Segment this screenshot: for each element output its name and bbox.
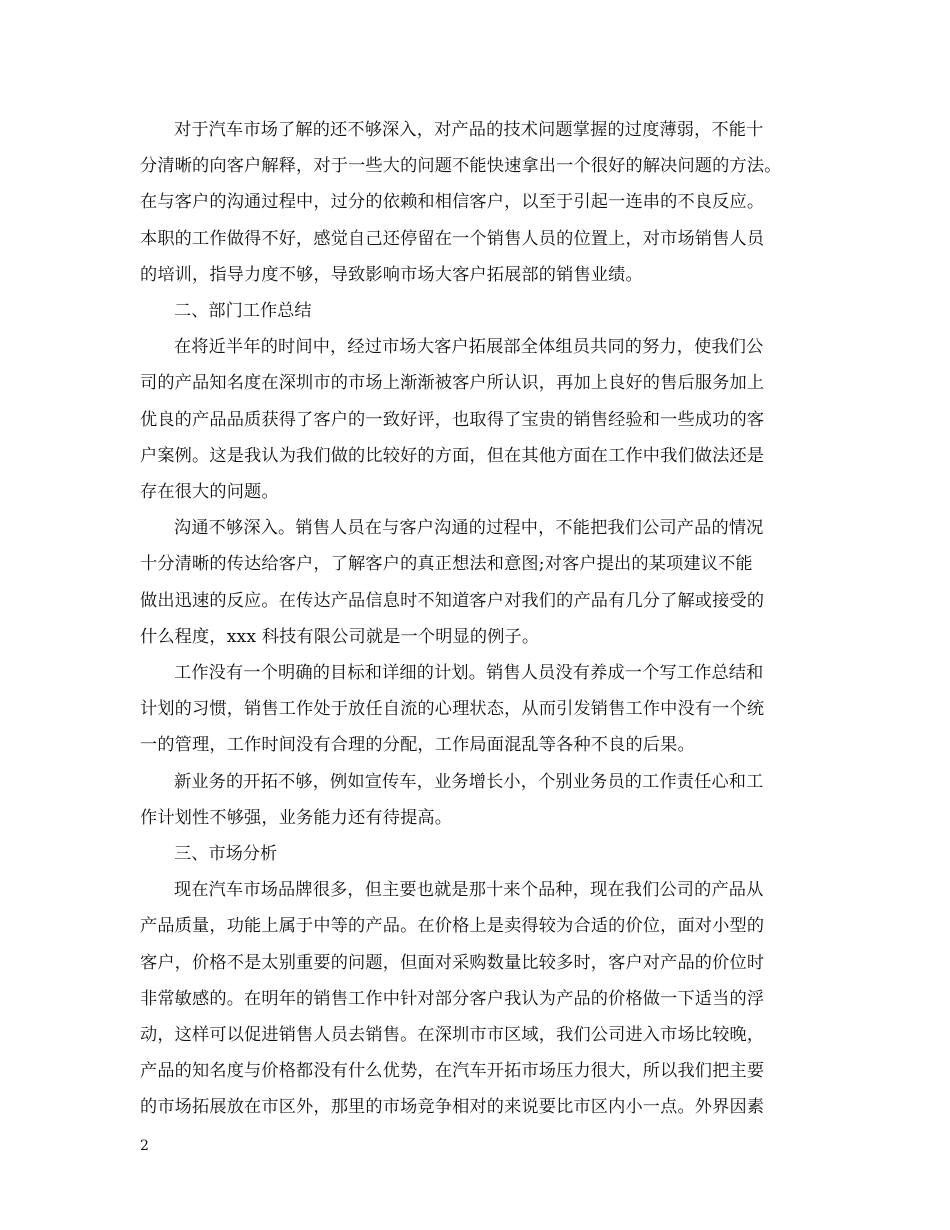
document-body bbox=[140, 112, 830, 1126]
text-line: 沟通不够深入。销售人员在与客户沟通的过程中，不能把我们公司产品的情况 bbox=[174, 518, 764, 539]
paragraph-continued bbox=[140, 112, 830, 293]
text-line: 对于汽车市场了解的还不够深入，对产品的技术问题掌握的过度薄弱，不能十 bbox=[174, 120, 764, 140]
paragraph-new-business bbox=[140, 764, 830, 836]
text-line: 做出迅速的反应。在传达产品信息时不知道客户对我们的产品有几分了解或接受的 bbox=[140, 590, 765, 611]
text-line: 客户，价格不是太别重要的问题，但面对采购数量比较多时，客户对产品的价位时 bbox=[140, 952, 765, 973]
text-line: 非常敏感的。在明年的销售工作中针对部分客户我认为产品的价格做一下适当的浮 bbox=[140, 988, 765, 1009]
page-number: 2 bbox=[140, 1138, 149, 1154]
text-line: 一的管理，工作时间没有合理的分配，工作局面混乱等各种不良的后果。 bbox=[140, 735, 695, 756]
paragraph-communication bbox=[140, 510, 830, 655]
section-heading-department-summary bbox=[140, 293, 830, 329]
section-heading-market-analysis bbox=[140, 836, 830, 872]
heading-text: 二、部门工作总结 bbox=[174, 301, 312, 322]
text-line: 作计划性不够强，业务能力还有待提高。 bbox=[140, 807, 453, 828]
text-line: 工作没有一个明确的目标和详细的计划。销售人员没有养成一个写工作总结和 bbox=[174, 663, 764, 684]
text-line: 十分清晰的传达给客户，了解客户的真正想法和意图;对客户提出的某项建议不能 bbox=[140, 554, 753, 575]
text-line: 的培训，指导力度不够，导致影响市场大客户拓展部的销售业绩。 bbox=[140, 264, 643, 285]
text-line: 司的产品知名度在深圳市的市场上渐渐被客户所认识，再加上良好的售后服务加上 bbox=[140, 373, 765, 394]
text-line: 在与客户的沟通过程中，过分的依赖和相信客户，以至于引起一连串的不良反应。 bbox=[140, 192, 765, 213]
paragraph-planning bbox=[140, 655, 830, 764]
text-line: 存在很大的问题。 bbox=[140, 482, 279, 503]
text-line: 优良的产品品质获得了客户的一致好评，也取得了宝贵的销售经验和一些成功的客 bbox=[140, 409, 765, 430]
paragraph-market-analysis bbox=[140, 872, 830, 1125]
text-line: 动，这样可以促进销售人员去销售。在深圳市市区域，我们公司进入市场比较晚， bbox=[140, 1025, 765, 1046]
heading-text: 三、市场分析 bbox=[174, 844, 278, 865]
text-line: 产品的知名度与价格都没有什么优势，在汽车开拓市场压力很大，所以我们把主要 bbox=[140, 1061, 765, 1082]
text-line: 户案例。这是我认为我们做的比较好的方面，但在其他方面在工作中我们做法还是 bbox=[140, 445, 765, 466]
paragraph-department-summary bbox=[140, 329, 830, 510]
text-line: 什么程度，xxx 科技有限公司就是一个明显的例子。 bbox=[140, 626, 540, 647]
text-line: 计划的习惯，销售工作处于放任自流的心理状态，从而引发销售工作中没有一个统 bbox=[140, 699, 765, 720]
text-line: 在将近半年的时间中，经过市场大客户拓展部全体组员共同的努力，使我们公 bbox=[174, 337, 764, 358]
text-line: 新业务的开拓不够，例如宣传车，业务增长小，个别业务员的工作责任心和工 bbox=[174, 771, 764, 792]
text-line: 分清晰的向客户解释，对于一些大的问题不能快速拿出一个很好的解决问题的方法。 bbox=[140, 156, 782, 177]
text-line: 本职的工作做得不好，感觉自己还停留在一个销售人员的位置上，对市场销售人员 bbox=[140, 228, 765, 249]
text-line: 的市场拓展放在市区外，那里的市场竞争相对的来说要比市区内小一点。外界因素 bbox=[140, 1097, 765, 1118]
text-line: 产品质量，功能上属于中等的产品。在价格上是卖得较为合适的价位，面对小型的 bbox=[140, 916, 765, 937]
text-line: 现在汽车市场品牌很多，但主要也就是那十来个品种，现在我们公司的产品从 bbox=[174, 880, 764, 901]
